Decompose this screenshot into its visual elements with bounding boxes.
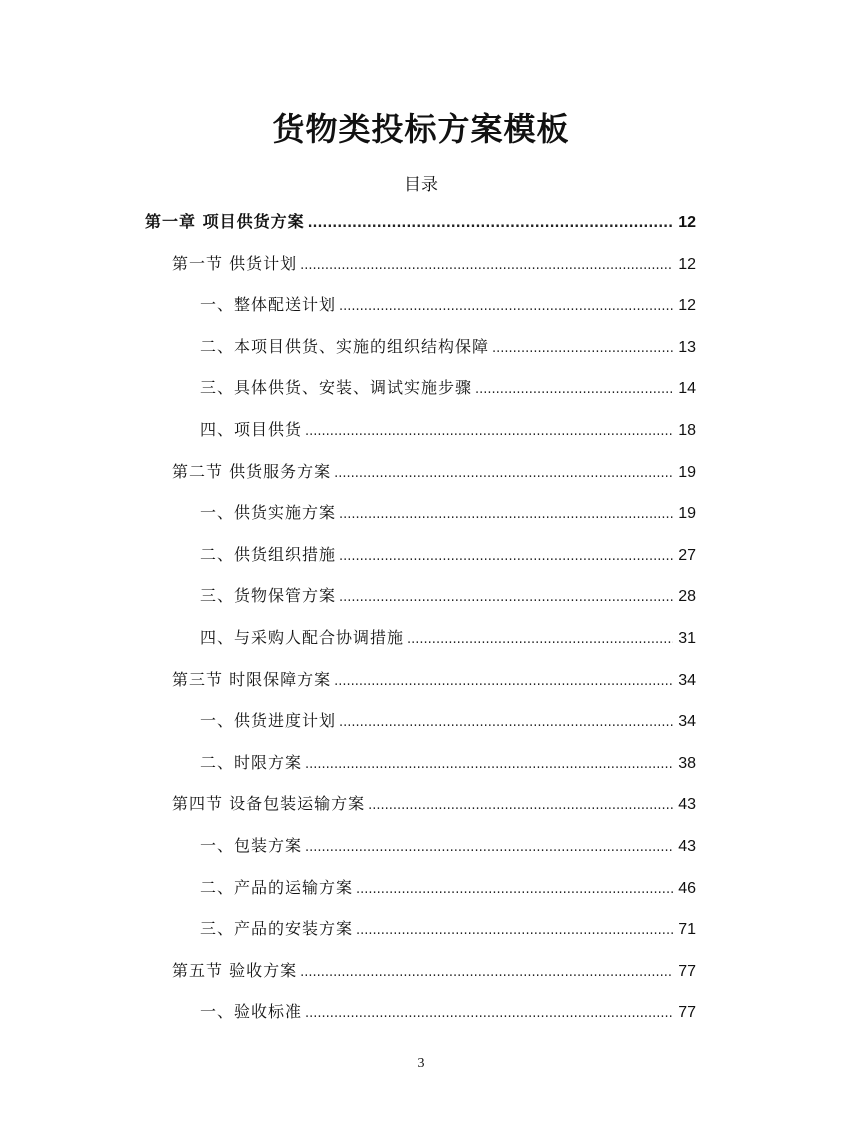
toc-dot-leader [305, 833, 673, 861]
toc-entry-label: 第四节 设备包装运输方案 [172, 794, 366, 814]
toc-dot-leader [334, 667, 673, 695]
toc-entry-page-number: 43 [678, 838, 696, 855]
toc-entry-label: 三、具体供货、安装、调试实施步骤 [200, 378, 473, 398]
toc-entry-label: 第五节 验收方案 [172, 960, 298, 980]
toc-subsection-entry[interactable] [200, 999, 696, 1025]
toc-subsection-entry[interactable] [200, 500, 696, 526]
toc-section-entry[interactable] [172, 251, 696, 277]
toc-entry-label: 四、项目供货 [200, 420, 303, 439]
toc-dot-leader [334, 459, 673, 487]
toc-heading: 目录 [404, 175, 438, 195]
toc-entry-page-number: 12 [678, 297, 696, 315]
toc-dot-leader [300, 958, 673, 986]
toc-subsection-entry[interactable] [200, 875, 696, 901]
toc-subsection-entry[interactable] [200, 542, 696, 568]
toc-subsection-entry[interactable] [200, 417, 696, 443]
toc-dot-leader [339, 500, 673, 528]
toc-subsection-entry[interactable] [200, 708, 696, 734]
document-title: 货物类投标方案模板 [272, 110, 570, 148]
toc-dot-leader [368, 791, 673, 819]
toc-entry-page-number: 18 [678, 422, 696, 439]
toc-entry-page-number: 34 [678, 713, 696, 731]
toc-entry-label: 二、时限方案 [200, 752, 303, 772]
toc-entry-page-number: 77 [678, 1004, 696, 1022]
toc-dot-leader [305, 417, 673, 445]
toc-entry-page-number: 27 [678, 546, 696, 564]
toc-section-entry[interactable] [172, 958, 696, 984]
toc-entry-label: 三、货物保管方案 [200, 586, 337, 606]
toc-dot-leader [492, 334, 673, 362]
page-number: 3 [417, 1056, 425, 1071]
toc-entry-label: 一、供货进度计划 [200, 711, 337, 731]
toc-subsection-entry[interactable] [200, 292, 696, 318]
toc-section-entry[interactable] [172, 667, 696, 693]
toc-dot-leader [339, 292, 673, 320]
toc-entry-page-number: 43 [678, 796, 696, 814]
toc-subsection-entry[interactable] [200, 625, 696, 651]
toc-entry-label: 二、供货组织措施 [200, 544, 337, 564]
toc-section-entry[interactable] [172, 791, 696, 817]
toc-entry-page-number: 12 [678, 214, 696, 231]
toc-entry-label: 四、与采购人配合协调措施 [200, 628, 405, 647]
toc-dot-leader [305, 750, 673, 778]
toc-entry-page-number: 14 [678, 380, 696, 398]
toc-dot-leader [407, 625, 673, 653]
toc-entry-page-number: 28 [678, 588, 696, 606]
toc-entry-label: 第一节 供货计划 [172, 253, 298, 273]
toc-dot-leader [300, 251, 673, 279]
toc-dot-leader [356, 875, 673, 903]
toc-entry-label: 第三节 时限保障方案 [172, 669, 332, 689]
toc-entry-page-number: 77 [678, 962, 696, 980]
toc-entry-label: 三、产品的安装方案 [200, 919, 354, 939]
toc-entry-page-number: 38 [678, 754, 696, 772]
toc-entry-page-number: 12 [678, 255, 696, 273]
toc-entry-page-number: 19 [678, 463, 696, 481]
toc-entry-label: 一、包装方案 [200, 836, 303, 855]
toc-dot-leader [305, 999, 673, 1027]
toc-entry-label: 二、本项目供货、实施的组织结构保障 [200, 336, 490, 356]
toc-entry-label: 一、整体配送计划 [200, 295, 337, 315]
toc-subsection-entry[interactable] [200, 750, 696, 776]
toc-entry-page-number: 31 [678, 630, 696, 647]
toc-entry-page-number: 34 [678, 671, 696, 689]
toc-subsection-entry[interactable] [200, 916, 696, 942]
toc-entry-label: 第二节 供货服务方案 [172, 461, 332, 481]
toc-entry-label: 一、验收标准 [200, 1002, 303, 1022]
toc-entry-page-number: 46 [678, 879, 696, 897]
toc-dot-leader [339, 583, 673, 611]
toc-entry-page-number: 13 [678, 338, 696, 356]
toc-subsection-entry[interactable] [200, 583, 696, 609]
toc-chapter-entry[interactable] [145, 209, 696, 235]
toc-entry-page-number: 19 [678, 505, 696, 523]
toc-subsection-entry[interactable] [200, 334, 696, 360]
toc-dot-leader [308, 209, 673, 237]
toc-entry-label: 一、供货实施方案 [200, 503, 337, 523]
toc-subsection-entry[interactable] [200, 375, 696, 401]
toc-dot-leader [475, 375, 673, 403]
toc-entry-label: 第一章 项目供货方案 [145, 212, 305, 231]
toc-section-entry[interactable] [172, 459, 696, 485]
toc-entry-page-number: 71 [678, 921, 696, 939]
toc-subsection-entry[interactable] [200, 833, 696, 859]
toc-dot-leader [339, 708, 673, 736]
toc-entry-label: 二、产品的运输方案 [200, 877, 354, 897]
toc-dot-leader [356, 916, 673, 944]
toc-dot-leader [339, 542, 673, 570]
